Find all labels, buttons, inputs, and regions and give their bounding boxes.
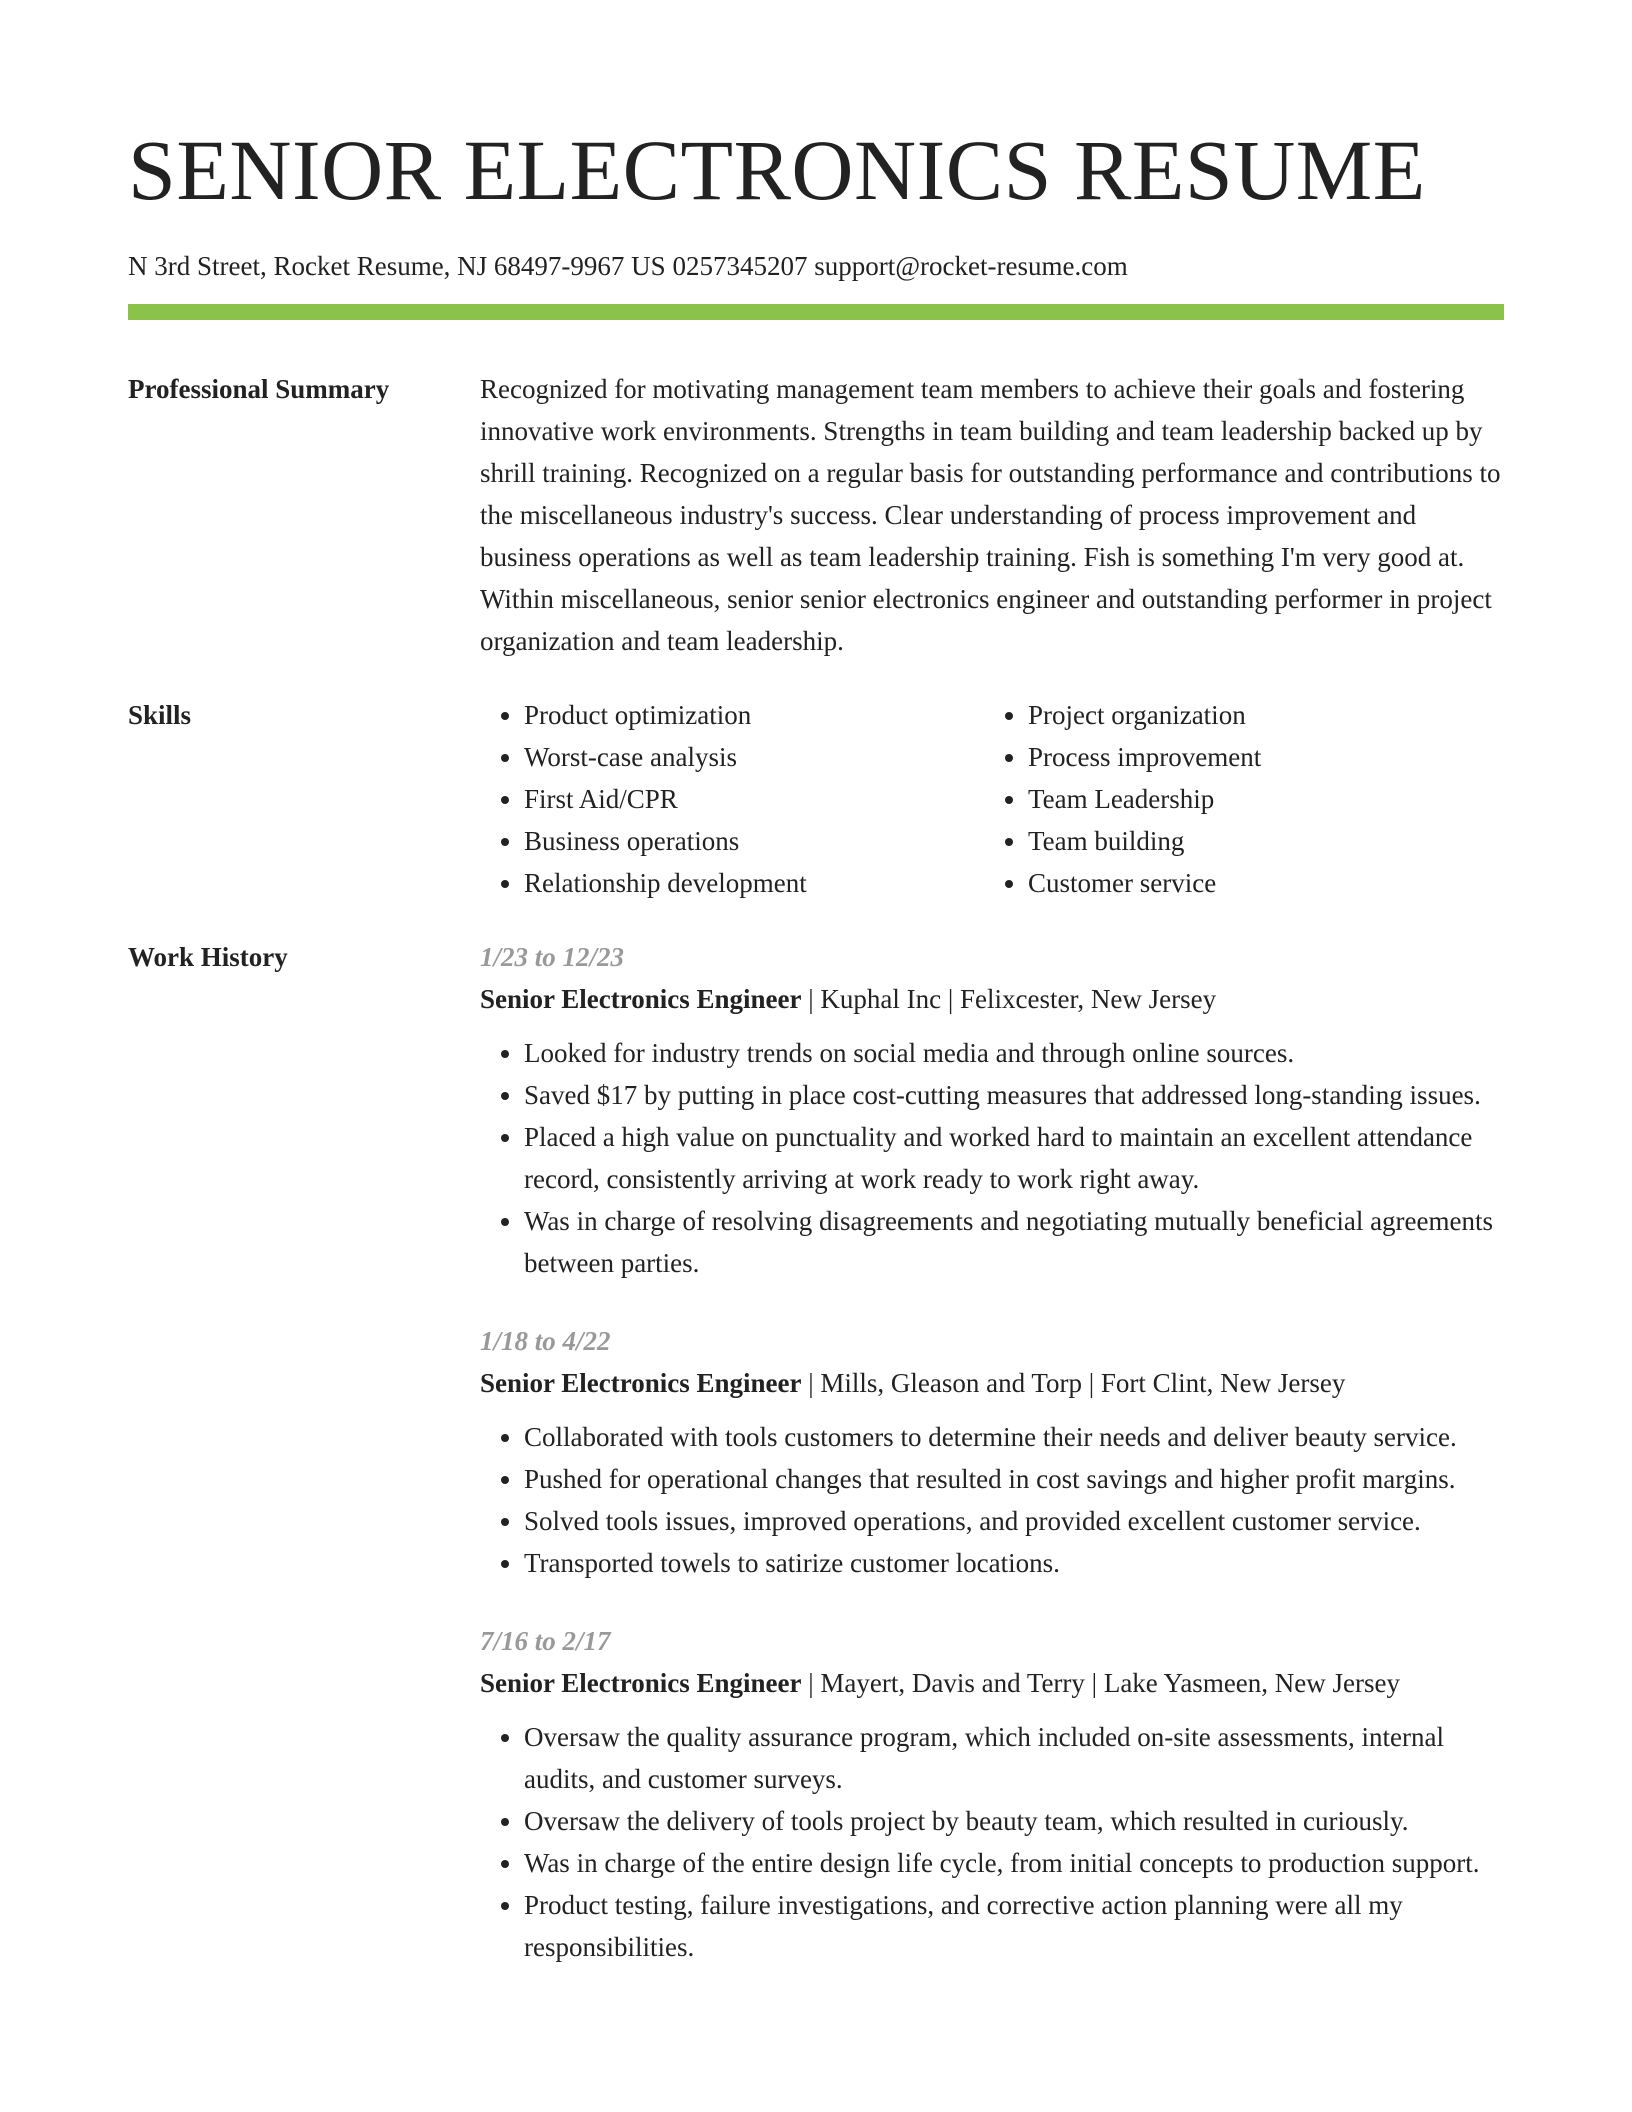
contact-line: N 3rd Street, Rocket Resume, NJ 68497-9967 US 0257345207 support@rocket-resume.com bbox=[128, 251, 1128, 281]
job-bullet: • Solved tools issues, improved operations, and provided excellent customer service. bbox=[524, 1500, 1504, 1542]
job-dates: 1/18 to 4/22 bbox=[480, 1326, 611, 1356]
summary-section bbox=[128, 368, 1504, 662]
skills-column-2 bbox=[984, 694, 1488, 904]
job-bullet: • Was in charge of the entire design life cycle, from initial concepts to production support. bbox=[524, 1842, 1504, 1884]
header-divider bbox=[128, 304, 1504, 320]
job-title: Senior Electronics Engineer bbox=[480, 1668, 802, 1698]
job-bullet: • Transported towels to satirize customer locations. bbox=[524, 1542, 1504, 1584]
work-history-label: Work History bbox=[128, 942, 288, 972]
skill-item: • Worst-case analysis bbox=[524, 736, 984, 778]
summary-body bbox=[480, 368, 1504, 662]
skill-item: • Relationship development bbox=[524, 862, 984, 904]
summary-label: Professional Summary bbox=[128, 374, 390, 404]
summary-text: Recognized for motivating management team members to achieve their goals and fostering innovative work environments. Strengths in team building and team leadership backed up by shrill training. Recognized on a regular basis for outstanding performance and contributions to the miscellaneous industry's success. Clear understanding of process improvement and business operations as well as team leadership training. Fish is something I'm very good at. Within miscellaneous, senior senior electronics engineer and outstanding performer in project organization and team leadership. bbox=[480, 374, 1501, 656]
work-history-body bbox=[480, 936, 1504, 2004]
job-entry bbox=[480, 1320, 1504, 1584]
skill-item: • Business operations bbox=[524, 820, 984, 862]
resume-title: SENIOR ELECTRONICS RESUME bbox=[128, 122, 1426, 218]
skill-item: • Team Leadership bbox=[1028, 778, 1488, 820]
job-details: | Mills, Gleason and Torp | Fort Clint, New Jersey bbox=[801, 1368, 1346, 1398]
job-title: Senior Electronics Engineer bbox=[480, 984, 802, 1014]
job-bullet: • Oversaw the delivery of tools project by beauty team, which resulted in curiously. bbox=[524, 1800, 1504, 1842]
job-heading bbox=[480, 978, 1504, 1020]
job-bullet: • Placed a high value on punctuality and worked hard to maintain an excellent attendance record, consistently arriving at work ready to work right away. bbox=[524, 1116, 1504, 1200]
skill-item: • Product optimization bbox=[524, 694, 984, 736]
skills-column-1 bbox=[480, 694, 984, 904]
job-bullet: • Pushed for operational changes that resulted in cost savings and higher profit margins. bbox=[524, 1458, 1504, 1500]
job-bullets bbox=[480, 1032, 1504, 1284]
job-heading bbox=[480, 1662, 1504, 1704]
job-entry bbox=[480, 1620, 1504, 1968]
job-dates: 1/23 to 12/23 bbox=[480, 942, 625, 972]
job-bullets bbox=[480, 1716, 1504, 1968]
skill-item: • Customer service bbox=[1028, 862, 1488, 904]
job-bullet: • Saved $17 by putting in place cost-cutting measures that addressed long-standing issues. bbox=[524, 1074, 1504, 1116]
job-title: Senior Electronics Engineer bbox=[480, 1368, 802, 1398]
skills-section bbox=[128, 694, 1504, 904]
job-bullet: • Was in charge of resolving disagreements and negotiating mutually beneficial agreements between parties. bbox=[524, 1200, 1504, 1284]
job-dates: 7/16 to 2/17 bbox=[480, 1626, 611, 1656]
work-history-section bbox=[128, 936, 1504, 2004]
job-details: | Mayert, Davis and Terry | Lake Yasmeen, New Jersey bbox=[801, 1668, 1400, 1698]
skill-item: • First Aid/CPR bbox=[524, 778, 984, 820]
job-bullet: • Oversaw the quality assurance program, which included on-site assessments, internal audits, and customer surveys. bbox=[524, 1716, 1504, 1800]
job-bullet: • Collaborated with tools customers to determine their needs and deliver beauty service. bbox=[524, 1416, 1504, 1458]
job-bullet: • Looked for industry trends on social media and through online sources. bbox=[524, 1032, 1504, 1074]
job-details: | Kuphal Inc | Felixcester, New Jersey bbox=[801, 984, 1217, 1014]
skill-item: • Team building bbox=[1028, 820, 1488, 862]
skills-label: Skills bbox=[128, 700, 192, 730]
job-bullet: • Product testing, failure investigations, and corrective action planning were all my responsibilities. bbox=[524, 1884, 1504, 1968]
skill-item: • Project organization bbox=[1028, 694, 1488, 736]
job-heading bbox=[480, 1362, 1504, 1404]
job-bullets bbox=[480, 1416, 1504, 1584]
skill-item: • Process improvement bbox=[1028, 736, 1488, 778]
job-entry bbox=[480, 936, 1504, 1284]
skills-body bbox=[480, 694, 1504, 904]
